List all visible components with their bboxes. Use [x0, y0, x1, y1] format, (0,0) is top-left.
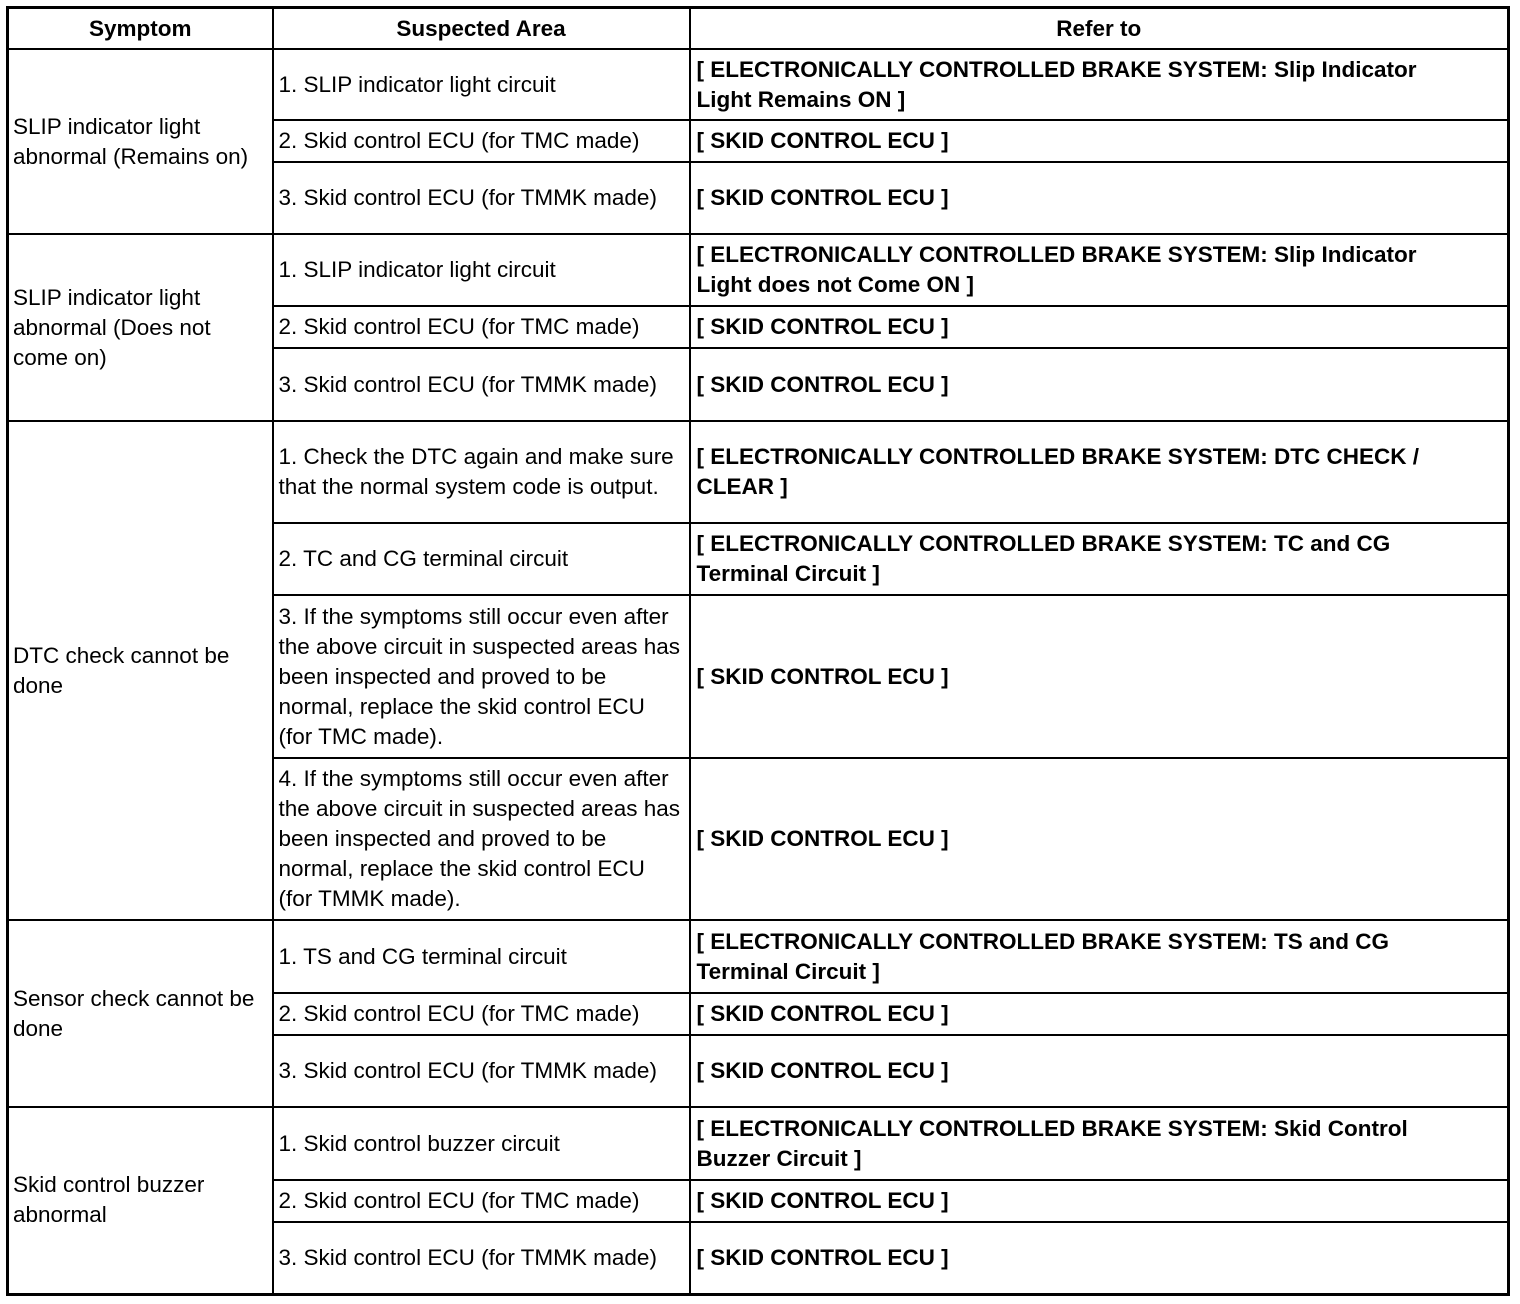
suspected-area-cell: 4. If the symptoms still occur even after the above circuit in suspected areas has been inspected and proved to be normal, replace the skid control ECU (for TMMK made).	[273, 758, 690, 920]
refer-to-line: Light Remains ON ]	[696, 86, 906, 112]
table-row	[8, 920, 1509, 993]
suspected-area-cell: 3. Skid control ECU (for TMMK made)	[273, 348, 690, 421]
refer-to-line: Buzzer Circuit ]	[696, 1145, 862, 1171]
refer-to-link[interactable]	[690, 234, 1509, 306]
table-row	[8, 234, 1509, 306]
refer-to-line: [ ELECTRONICALLY CONTROLLED BRAKE SYSTEM: DTC CHECK /	[696, 444, 1420, 469]
refer-to-line: CLEAR ]	[696, 474, 788, 499]
troubleshooting-table	[6, 6, 1510, 1296]
refer-to-line: [ ELECTRONICALLY CONTROLLED BRAKE SYSTEM: TC and CG	[696, 531, 1391, 556]
header-row	[8, 8, 1509, 50]
refer-to-link[interactable]: [ SKID CONTROL ECU ]	[690, 162, 1509, 234]
refer-to-link[interactable]: [ SKID CONTROL ECU ]	[690, 306, 1509, 348]
refer-to-link[interactable]: [ SKID CONTROL ECU ]	[690, 1035, 1509, 1107]
header-suspected-area: Suspected Area	[273, 8, 690, 50]
symptom-cell: DTC check cannot be done	[8, 421, 273, 920]
suspected-area-cell: 1. SLIP indicator light circuit	[273, 234, 690, 306]
refer-to-line: [ ELECTRONICALLY CONTROLLED BRAKE SYSTEM: Slip Indicator	[696, 56, 1417, 82]
table-row	[8, 49, 1509, 120]
refer-to-link[interactable]	[690, 1107, 1509, 1180]
refer-to-link[interactable]: [ SKID CONTROL ECU ]	[690, 595, 1509, 758]
refer-to-line: [ ELECTRONICALLY CONTROLLED BRAKE SYSTEM: Skid Control	[696, 1115, 1408, 1141]
refer-to-link[interactable]	[690, 523, 1509, 595]
table-row	[8, 1107, 1509, 1180]
suspected-area-cell: 2. TC and CG terminal circuit	[273, 523, 690, 595]
suspected-area-cell: 3. Skid control ECU (for TMMK made)	[273, 1222, 690, 1294]
suspected-area-cell: 3. Skid control ECU (for TMMK made)	[273, 1035, 690, 1107]
suspected-area-cell: 2. Skid control ECU (for TMC made)	[273, 306, 690, 348]
refer-to-line: Light does not Come ON ]	[696, 272, 974, 297]
refer-to-link[interactable]	[690, 49, 1509, 120]
refer-to-line: Terminal Circuit ]	[696, 561, 880, 586]
refer-to-line: [ ELECTRONICALLY CONTROLLED BRAKE SYSTEM: Slip Indicator	[696, 242, 1417, 267]
suspected-area-cell: 1. Skid control buzzer circuit	[273, 1107, 690, 1180]
table-row	[8, 421, 1509, 523]
suspected-area-cell: 3. Skid control ECU (for TMMK made)	[273, 162, 690, 234]
header-symptom: Symptom	[8, 8, 273, 50]
suspected-area-cell: 1. SLIP indicator light circuit	[273, 49, 690, 120]
symptom-cell: Sensor check cannot be done	[8, 920, 273, 1107]
refer-to-link[interactable]	[690, 920, 1509, 993]
refer-to-link[interactable]: [ SKID CONTROL ECU ]	[690, 120, 1509, 162]
suspected-area-cell: 2. Skid control ECU (for TMC made)	[273, 1180, 690, 1222]
suspected-area-cell: 2. Skid control ECU (for TMC made)	[273, 993, 690, 1035]
refer-to-link[interactable]: [ SKID CONTROL ECU ]	[690, 348, 1509, 421]
suspected-area-cell: 1. TS and CG terminal circuit	[273, 920, 690, 993]
suspected-area-cell: 2. Skid control ECU (for TMC made)	[273, 120, 690, 162]
symptom-cell: SLIP indicator light abnormal (Remains on)	[8, 49, 273, 234]
refer-to-line: [ ELECTRONICALLY CONTROLLED BRAKE SYSTEM: TS and CG	[696, 928, 1390, 954]
refer-to-line: Terminal Circuit ]	[696, 958, 880, 984]
symptom-cell: SLIP indicator light abnormal (Does not come on)	[8, 234, 273, 421]
refer-to-link[interactable]: [ SKID CONTROL ECU ]	[690, 1222, 1509, 1294]
refer-to-link[interactable]: [ SKID CONTROL ECU ]	[690, 993, 1509, 1035]
suspected-area-cell: 1. Check the DTC again and make sure that the normal system code is output.	[273, 421, 690, 523]
symptom-cell: Skid control buzzer abnormal	[8, 1107, 273, 1294]
refer-to-link[interactable]	[690, 421, 1509, 523]
suspected-area-cell: 3. If the symptoms still occur even after the above circuit in suspected areas has been inspected and proved to be normal, replace the skid control ECU (for TMC made).	[273, 595, 690, 758]
header-refer-to: Refer to	[690, 8, 1509, 50]
refer-to-link[interactable]: [ SKID CONTROL ECU ]	[690, 1180, 1509, 1222]
refer-to-link[interactable]: [ SKID CONTROL ECU ]	[690, 758, 1509, 920]
